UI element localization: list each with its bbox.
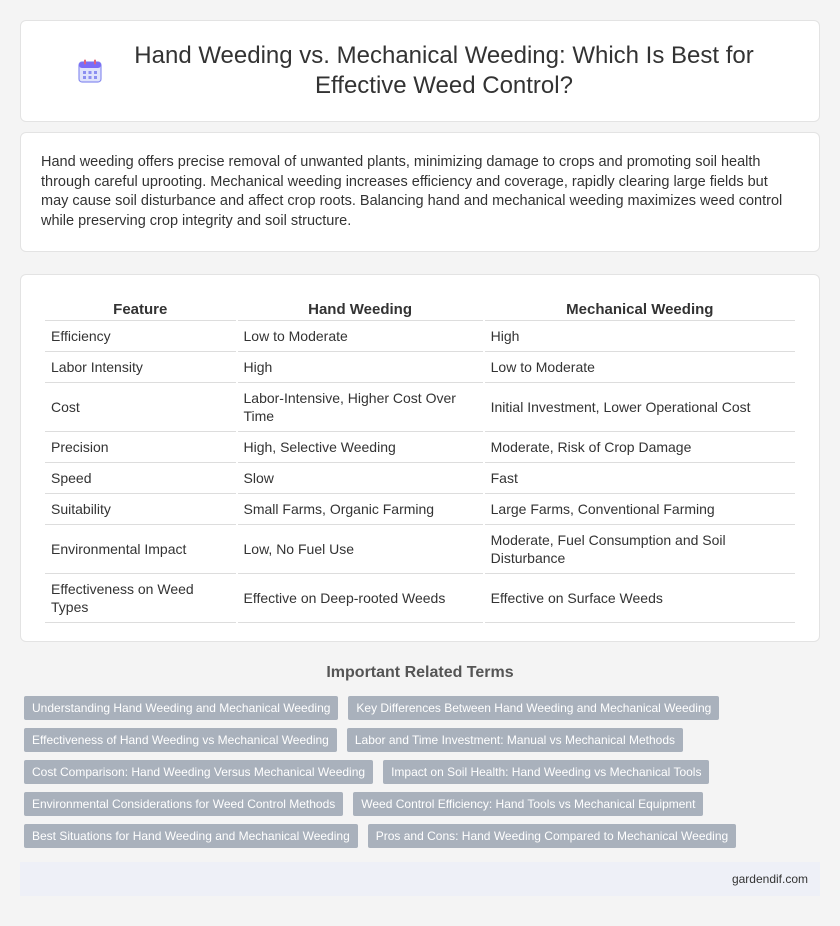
table-cell: Fast <box>485 463 795 494</box>
table-cell: Moderate, Fuel Consumption and Soil Disturbance <box>485 525 795 574</box>
table-cell: High <box>485 321 795 352</box>
related-term-link[interactable]: Effectiveness of Hand Weeding vs Mechanical Weeding <box>24 728 337 752</box>
table-cell: Moderate, Risk of Crop Damage <box>485 432 795 463</box>
table-cell: Suitability <box>45 494 236 525</box>
related-term-link[interactable]: Understanding Hand Weeding and Mechanical Weeding <box>24 696 338 720</box>
calendar-icon <box>76 57 104 85</box>
comparison-table <box>43 297 797 623</box>
table-cell: Slow <box>238 463 483 494</box>
table-cell: Cost <box>45 383 236 432</box>
related-terms-list <box>20 696 820 856</box>
related-term-link[interactable]: Cost Comparison: Hand Weeding Versus Mechanical Weeding <box>24 760 373 784</box>
intro-card <box>20 132 820 252</box>
header-hand-weeding: Hand Weeding <box>238 297 483 321</box>
table-cell: Labor Intensity <box>45 352 236 383</box>
footer-site-name: gardendif.com <box>731 872 808 886</box>
header-mechanical-weeding: Mechanical Weeding <box>485 297 795 321</box>
table-cell: Small Farms, Organic Farming <box>238 494 483 525</box>
table-cell: Large Farms, Conventional Farming <box>485 494 795 525</box>
table-cell: Speed <box>45 463 236 494</box>
table-cell: Initial Investment, Lower Operational Cost <box>485 383 795 432</box>
related-term-link[interactable]: Labor and Time Investment: Manual vs Mechanical Methods <box>347 728 683 752</box>
page-title: Hand Weeding vs. Mechanical Weeding: Which Is Best for Effective Weed Control? <box>134 42 754 99</box>
table-cell: Environmental Impact <box>45 525 236 574</box>
table-cell: Effective on Surface Weeds <box>485 574 795 623</box>
table-cell: High <box>238 352 483 383</box>
related-term-link[interactable]: Environmental Considerations for Weed Control Methods <box>24 792 343 816</box>
table-row <box>45 383 795 432</box>
intro-paragraph: Hand weeding offers precise removal of unwanted plants, minimizing damage to crops and promoting soil health through careful uprooting. Mechanical weeding increases efficiency and coverage, rapidly clearing large fields but may cause soil disturbance and affect crop roots. Balancing hand and mechanical weeding maximizes weed control while preserving crop integrity and soil structure. <box>41 154 783 229</box>
comparison-card <box>20 274 820 642</box>
table-row <box>45 432 795 463</box>
related-term-link[interactable]: Pros and Cons: Hand Weeding Compared to Mechanical Weeding <box>368 824 736 848</box>
table-row <box>45 463 795 494</box>
table-cell: Effectiveness on Weed Types <box>45 574 236 623</box>
table-cell: Labor-Intensive, Higher Cost Over Time <box>238 383 483 432</box>
header-feature: Feature <box>45 297 236 321</box>
table-cell: Effective on Deep-rooted Weeds <box>238 574 483 623</box>
table-cell: Low to Moderate <box>485 352 795 383</box>
table-cell: High, Selective Weeding <box>238 432 483 463</box>
page-footer <box>20 862 820 896</box>
table-row <box>45 574 795 623</box>
related-term-link[interactable]: Best Situations for Hand Weeding and Mechanical Weeding <box>24 824 358 848</box>
related-term-link[interactable]: Key Differences Between Hand Weeding and Mechanical Weeding <box>348 696 719 720</box>
table-cell: Low to Moderate <box>238 321 483 352</box>
table-row <box>45 352 795 383</box>
table-cell: Precision <box>45 432 236 463</box>
table-cell: Low, No Fuel Use <box>238 525 483 574</box>
table-row <box>45 321 795 352</box>
table-row <box>45 525 795 574</box>
related-terms-title: Important Related Terms <box>326 664 514 681</box>
page-header <box>20 20 820 122</box>
related-term-link[interactable]: Impact on Soil Health: Hand Weeding vs Mechanical Tools <box>383 760 709 784</box>
related-term-link[interactable]: Weed Control Efficiency: Hand Tools vs Mechanical Equipment <box>353 792 703 816</box>
table-row <box>45 494 795 525</box>
table-cell: Efficiency <box>45 321 236 352</box>
table-header-row <box>45 297 795 321</box>
